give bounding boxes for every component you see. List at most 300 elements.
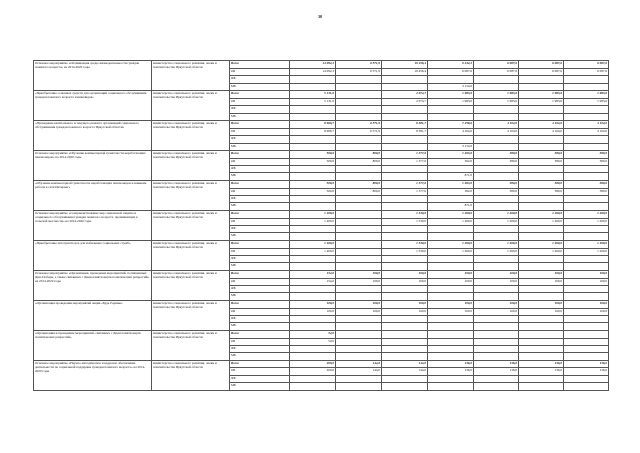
amount-cell [474, 256, 519, 263]
amount-cell: 6 087,6 [519, 61, 564, 69]
amount-cell [290, 293, 336, 300]
amount-cell [336, 330, 382, 338]
amount-cell [336, 226, 382, 233]
amount-cell: 100,0 [474, 278, 519, 285]
amount-cell: 380,0 [519, 150, 564, 158]
amount-cell [382, 166, 428, 173]
amount-cell: 100,0 [474, 308, 519, 315]
amount-cell: 1 330,0 [382, 218, 428, 225]
amount-cell: 1 260,0 [428, 210, 474, 218]
amount-cell: 6 087,6 [519, 68, 564, 75]
amount-cell: 1 260,0 [564, 248, 609, 255]
amount-cell: 500,0 [290, 158, 336, 165]
amount-cell: 1 260,0 [474, 240, 519, 248]
amount-cell [336, 338, 382, 345]
funding-source-cell: Всего [230, 240, 290, 248]
amount-cell: 1 260,0 [564, 240, 609, 248]
amount-cell: 6 087,6 [474, 61, 519, 69]
funding-source-cell: Всего [230, 270, 290, 278]
funding-source-cell: ОБ [230, 98, 290, 105]
amount-cell: 6 571,9 [336, 68, 382, 75]
amount-cell: 6 087,6 [428, 68, 474, 75]
amount-cell [564, 383, 609, 390]
amount-cell [336, 166, 382, 173]
amount-cell [428, 345, 474, 352]
amount-cell [428, 315, 474, 322]
amount-cell: 380,0 [474, 150, 519, 158]
amount-cell: 1 330,0 [382, 248, 428, 255]
funding-source-cell: МБ [230, 293, 290, 300]
amount-cell: 1 260,0 [428, 240, 474, 248]
amount-cell [474, 285, 519, 292]
amount-cell: 154,0 [290, 270, 336, 278]
amount-cell [428, 233, 474, 240]
amount-cell [336, 315, 382, 322]
amount-cell: 5 131,6 [290, 98, 336, 105]
amount-cell: 1 260,0 [564, 210, 609, 218]
amount-cell: 4 104,0 [474, 128, 519, 135]
amount-cell: 144,0 [336, 360, 382, 368]
amount-cell [336, 83, 382, 90]
amount-cell [336, 285, 382, 292]
amount-cell: 54,0 [290, 330, 336, 338]
amount-cell [382, 256, 428, 263]
amount-cell [382, 330, 428, 338]
amount-cell [290, 315, 336, 322]
funding-source-cell: ФБ [230, 315, 290, 322]
amount-cell [519, 263, 564, 270]
amount-cell: 1 400,0 [290, 240, 336, 248]
amount-cell [382, 196, 428, 203]
amount-cell [428, 293, 474, 300]
amount-cell: 200,0 [290, 360, 336, 368]
funding-source-cell: Всего [230, 90, 290, 98]
amount-cell [519, 106, 564, 113]
amount-cell: 100,0 [382, 278, 428, 285]
amount-cell: 1 377,6 [382, 188, 428, 195]
amount-cell [336, 143, 382, 150]
executor-cell: министерство социального развития, опеки и попечительства Иркутской области [152, 270, 230, 300]
amount-cell [382, 143, 428, 150]
funding-source-cell: МБ [230, 263, 290, 270]
amount-cell [290, 143, 336, 150]
amount-cell: 100,0 [428, 300, 474, 308]
funding-source-cell: ФБ [230, 166, 290, 173]
amount-cell [382, 285, 428, 292]
amount-cell [474, 166, 519, 173]
amount-cell: 100,0 [474, 300, 519, 308]
amount-cell [290, 345, 336, 352]
amount-cell: 8 381,7 [382, 120, 428, 128]
amount-cell [382, 323, 428, 330]
amount-cell [519, 196, 564, 203]
amount-cell [382, 83, 428, 90]
funding-source-cell: МБ [230, 143, 290, 150]
amount-cell [564, 323, 609, 330]
amount-cell [336, 173, 382, 180]
amount-cell [428, 323, 474, 330]
amount-cell [336, 98, 382, 105]
amount-cell: 6 087,6 [474, 68, 519, 75]
amount-cell: 136,0 [519, 368, 564, 375]
amount-cell: 100,0 [428, 270, 474, 278]
funding-source-cell: ОБ [230, 158, 290, 165]
amount-cell [336, 106, 382, 113]
amount-cell [336, 353, 382, 360]
amount-cell: 1 260,0 [474, 248, 519, 255]
amount-cell [519, 293, 564, 300]
amount-cell [428, 285, 474, 292]
amount-cell [428, 166, 474, 173]
budget-table [33, 60, 609, 391]
amount-cell [564, 285, 609, 292]
amount-cell: 9 242,2 [428, 61, 474, 69]
amount-cell [564, 143, 609, 150]
amount-cell: 1 400,0 [290, 248, 336, 255]
amount-cell [290, 263, 336, 270]
amount-cell: 1 263,0 [428, 180, 474, 188]
event-name-cell: «Приобретение автотранспорта для мобильных социальных служб» [34, 240, 152, 270]
funding-source-cell: МБ [230, 203, 290, 210]
amount-cell: 1 260,0 [564, 218, 609, 225]
table-row [34, 240, 609, 248]
amount-cell [428, 226, 474, 233]
funding-source-cell: Всего [230, 330, 290, 338]
amount-cell: 100,0 [564, 278, 609, 285]
amount-cell: 871,0 [428, 173, 474, 180]
amount-cell [336, 293, 382, 300]
event-name-cell: Основное мероприятие «Совершенствование мер социальной защиты и социального обслуживания граждан пожилого возраста, проживающих в сельской местности» на 2014-2020 годы [34, 210, 152, 240]
amount-cell: 136,0 [474, 360, 519, 368]
funding-source-cell: ОБ [230, 218, 290, 225]
table-row [34, 61, 609, 69]
amount-cell: 1 983,6 [564, 90, 609, 98]
amount-cell [290, 173, 336, 180]
amount-cell: 100,0 [519, 270, 564, 278]
amount-cell: 380,0 [564, 180, 609, 188]
amount-cell: 1 260,0 [428, 218, 474, 225]
amount-cell: 392,0 [428, 188, 474, 195]
amount-cell: 5 131,6 [290, 90, 336, 98]
amount-cell: 14 092,3 [290, 61, 336, 69]
amount-cell: 136,0 [428, 360, 474, 368]
amount-cell: 144,0 [382, 360, 428, 368]
amount-cell [564, 136, 609, 143]
amount-cell [428, 383, 474, 390]
amount-cell: 7 258,6 [428, 120, 474, 128]
amount-cell [290, 383, 336, 390]
amount-cell: 1 377,6 [382, 150, 428, 158]
funding-source-cell: ОБ [230, 68, 290, 75]
event-name-cell: «Организация и проведение мероприятий, связанных с Днем памяти жертв политических репрессий» [34, 330, 152, 360]
amount-cell [519, 323, 564, 330]
amount-cell: 100,0 [564, 300, 609, 308]
amount-cell: 380,0 [564, 150, 609, 158]
amount-cell [519, 143, 564, 150]
amount-cell: 4 104,0 [519, 120, 564, 128]
executor-cell: министерство социального развития, опеки и попечительства Иркутской области [152, 120, 230, 150]
amount-cell: 144,0 [336, 368, 382, 375]
amount-cell: 8 960,7 [290, 128, 336, 135]
event-name-cell: Основное мероприятие «Научно-методическое и кадровое обеспечение деятельности по социальной поддержке граждан пожилого возраста» на 2014-2020 годы [34, 360, 152, 390]
amount-cell [564, 76, 609, 83]
amount-cell: 380,0 [474, 180, 519, 188]
amount-cell: 100,0 [290, 308, 336, 315]
amount-cell: 200,0 [290, 368, 336, 375]
amount-cell [336, 323, 382, 330]
amount-cell: 1 330,0 [382, 240, 428, 248]
funding-source-cell: Всего [230, 360, 290, 368]
executor-cell: министерство социального развития, опеки и попечительства Иркутской области [152, 360, 230, 390]
amount-cell [290, 203, 336, 210]
amount-cell: 1 377,6 [382, 180, 428, 188]
amount-cell [519, 345, 564, 352]
amount-cell [564, 173, 609, 180]
amount-cell [474, 338, 519, 345]
amount-cell [336, 218, 382, 225]
amount-cell [474, 315, 519, 322]
amount-cell: 100,0 [428, 278, 474, 285]
amount-cell [519, 256, 564, 263]
event-name-cell: Основное мероприятие «Оптимизация среды жизнедеятельности граждан пожилого возраста» на 2014-2020 годы [34, 61, 152, 91]
executor-cell: министерство социального развития, опеки и попечительства Иркутской области [152, 210, 230, 240]
amount-cell [382, 233, 428, 240]
amount-cell [290, 256, 336, 263]
amount-cell [519, 338, 564, 345]
amount-cell [382, 136, 428, 143]
amount-cell: 1 983,6 [519, 90, 564, 98]
amount-cell: 1 260,0 [428, 248, 474, 255]
event-name-cell: «Организация проведения мероприятий акции «Будь Родины» [34, 300, 152, 330]
amount-cell: 100,0 [336, 270, 382, 278]
amount-cell: 1 983,6 [428, 90, 474, 98]
amount-cell [519, 203, 564, 210]
table-row [34, 180, 609, 188]
funding-source-cell: МБ [230, 83, 290, 90]
amount-cell [474, 173, 519, 180]
amount-cell [474, 106, 519, 113]
executor-cell: министерство социального развития, опеки и попечительства Иркутской области [152, 300, 230, 330]
amount-cell: 1 263,0 [428, 150, 474, 158]
amount-cell [336, 76, 382, 83]
amount-cell [474, 83, 519, 90]
funding-source-cell: Всего [230, 120, 290, 128]
amount-cell [564, 293, 609, 300]
amount-cell [519, 166, 564, 173]
amount-cell [564, 263, 609, 270]
amount-cell [428, 113, 474, 120]
amount-cell: 6 087,6 [564, 61, 609, 69]
amount-cell [519, 226, 564, 233]
amount-cell: 14 092,3 [290, 68, 336, 75]
amount-cell [519, 173, 564, 180]
table-row [34, 210, 609, 218]
amount-cell [428, 136, 474, 143]
amount-cell [564, 353, 609, 360]
amount-cell [382, 375, 428, 382]
amount-cell: 500,0 [290, 180, 336, 188]
amount-cell: 1 983,6 [519, 98, 564, 105]
amount-cell [290, 76, 336, 83]
amount-cell [336, 210, 382, 218]
amount-cell [428, 338, 474, 345]
amount-cell [382, 315, 428, 322]
amount-cell: 4 104,0 [519, 128, 564, 135]
amount-cell: 871,0 [428, 203, 474, 210]
event-name-cell: Основное мероприятие «Обучение компьютерной грамотности неработающих пенсионеров» на 2014-2020 годы [34, 150, 152, 180]
amount-cell [474, 113, 519, 120]
amount-cell: 100,0 [336, 308, 382, 315]
amount-cell [474, 293, 519, 300]
amount-cell [564, 203, 609, 210]
amount-cell: 380,0 [474, 158, 519, 165]
funding-source-cell: МБ [230, 383, 290, 390]
amount-cell: 380,0 [564, 188, 609, 195]
amount-cell: 100,0 [382, 300, 428, 308]
amount-cell [474, 263, 519, 270]
amount-cell: 100,0 [382, 308, 428, 315]
amount-cell: 500,0 [290, 150, 336, 158]
funding-source-cell: ФБ [230, 256, 290, 263]
funding-source-cell: Всего [230, 180, 290, 188]
amount-cell: 4 104,0 [564, 128, 609, 135]
amount-cell: 136,0 [474, 368, 519, 375]
amount-cell [564, 196, 609, 203]
funding-source-cell: ОБ [230, 308, 290, 315]
amount-cell [382, 203, 428, 210]
amount-cell: 100,0 [564, 308, 609, 315]
amount-cell [336, 263, 382, 270]
funding-source-cell: Всего [230, 150, 290, 158]
amount-cell [428, 76, 474, 83]
amount-cell [336, 256, 382, 263]
amount-cell [564, 113, 609, 120]
funding-source-cell: ФБ [230, 76, 290, 83]
table-row [34, 330, 609, 338]
amount-cell [290, 226, 336, 233]
event-name-cell: «Проведение капитального и текущего ремонта организаций социального обслуживания граждан пожилого возраста Иркутской области» [34, 120, 152, 150]
budget-table-container [33, 60, 608, 400]
amount-cell [336, 233, 382, 240]
amount-cell [564, 345, 609, 352]
amount-cell: 1 983,6 [474, 98, 519, 105]
amount-cell: 100,0 [519, 308, 564, 315]
amount-cell: 1 377,6 [382, 158, 428, 165]
amount-cell [382, 263, 428, 270]
amount-cell [290, 233, 336, 240]
amount-cell: 4 104,0 [564, 120, 609, 128]
amount-cell [290, 353, 336, 360]
funding-source-cell: МБ [230, 353, 290, 360]
amount-cell [474, 136, 519, 143]
amount-cell: 100,0 [290, 300, 336, 308]
amount-cell: 3 154,6 [428, 83, 474, 90]
amount-cell [519, 83, 564, 90]
amount-cell: 1 260,0 [474, 218, 519, 225]
funding-source-cell: ФБ [230, 196, 290, 203]
amount-cell: 1 260,0 [519, 240, 564, 248]
amount-cell [474, 345, 519, 352]
amount-cell [564, 315, 609, 322]
amount-cell [336, 196, 382, 203]
funding-source-cell: ФБ [230, 345, 290, 352]
funding-source-cell: МБ [230, 113, 290, 120]
amount-cell: 6 571,9 [336, 128, 382, 135]
funding-source-cell: МБ [230, 233, 290, 240]
amount-cell: 10 456,4 [382, 68, 428, 75]
amount-cell: 1 400,0 [290, 218, 336, 225]
amount-cell: 1 983,6 [474, 90, 519, 98]
amount-cell: 1 260,0 [519, 248, 564, 255]
amount-cell [428, 256, 474, 263]
funding-source-cell: Всего [230, 61, 290, 69]
table-row [34, 300, 609, 308]
amount-cell: 144,0 [382, 368, 428, 375]
amount-cell [519, 136, 564, 143]
executor-cell: министерство социального развития, опеки и попечительства Иркутской области [152, 150, 230, 180]
table-row [34, 120, 609, 128]
amount-cell [564, 233, 609, 240]
amount-cell [564, 338, 609, 345]
amount-cell: 136,0 [428, 368, 474, 375]
amount-cell [474, 226, 519, 233]
amount-cell: 800,0 [336, 150, 382, 158]
amount-cell [382, 338, 428, 345]
amount-cell: 380,0 [564, 158, 609, 165]
amount-cell: 8 381,7 [382, 128, 428, 135]
funding-source-cell: ОБ [230, 368, 290, 375]
amount-cell [428, 106, 474, 113]
table-row [34, 90, 609, 98]
amount-cell: 1 983,6 [564, 98, 609, 105]
amount-cell [382, 113, 428, 120]
amount-cell: 392,0 [428, 158, 474, 165]
amount-cell [519, 315, 564, 322]
amount-cell: 100,0 [336, 300, 382, 308]
amount-cell [336, 203, 382, 210]
table-row [34, 270, 609, 278]
amount-cell: 4 104,0 [428, 128, 474, 135]
amount-cell [290, 83, 336, 90]
amount-cell [290, 106, 336, 113]
table-row [34, 360, 609, 368]
amount-cell: 1 983,6 [428, 98, 474, 105]
amount-cell [336, 136, 382, 143]
event-name-cell: Основное мероприятие «Организация, проведение мероприятий, посвященных Дню Победы, а также связанных с Днем памяти жертв политических репрессий» на 2014-2020 годы [34, 270, 152, 300]
amount-cell: 2 074,7 [382, 98, 428, 105]
amount-cell: 100,0 [519, 278, 564, 285]
amount-cell: 6 571,9 [336, 120, 382, 128]
amount-cell [428, 263, 474, 270]
amount-cell [428, 375, 474, 382]
amount-cell: 100,0 [474, 270, 519, 278]
amount-cell [519, 330, 564, 338]
executor-cell: министерство социального развития, опеки и попечительства Иркутской области [152, 330, 230, 360]
amount-cell [336, 113, 382, 120]
amount-cell: 2 074,7 [382, 90, 428, 98]
amount-cell: 1 260,0 [474, 210, 519, 218]
event-name-cell: «Обучение компьютерной грамотности неработающих пенсионеров и навыкам работы в сети Интернет» [34, 180, 152, 210]
funding-source-cell: ФБ [230, 136, 290, 143]
executor-cell: министерство социального развития, опеки и попечительства Иркутской области [152, 90, 230, 120]
executor-cell: министерство социального развития, опеки и попечительства Иркутской области [152, 61, 230, 91]
amount-cell: 54,0 [290, 338, 336, 345]
funding-source-cell: ФБ [230, 226, 290, 233]
executor-cell: министерство социального развития, опеки и попечительства Иркутской области [152, 240, 230, 270]
amount-cell [428, 353, 474, 360]
event-name-cell: «Приобретение основных средств для организаций социального обслуживания граждан пожилого возраста и инвалидов» [34, 90, 152, 120]
amount-cell: 6 571,9 [336, 61, 382, 69]
